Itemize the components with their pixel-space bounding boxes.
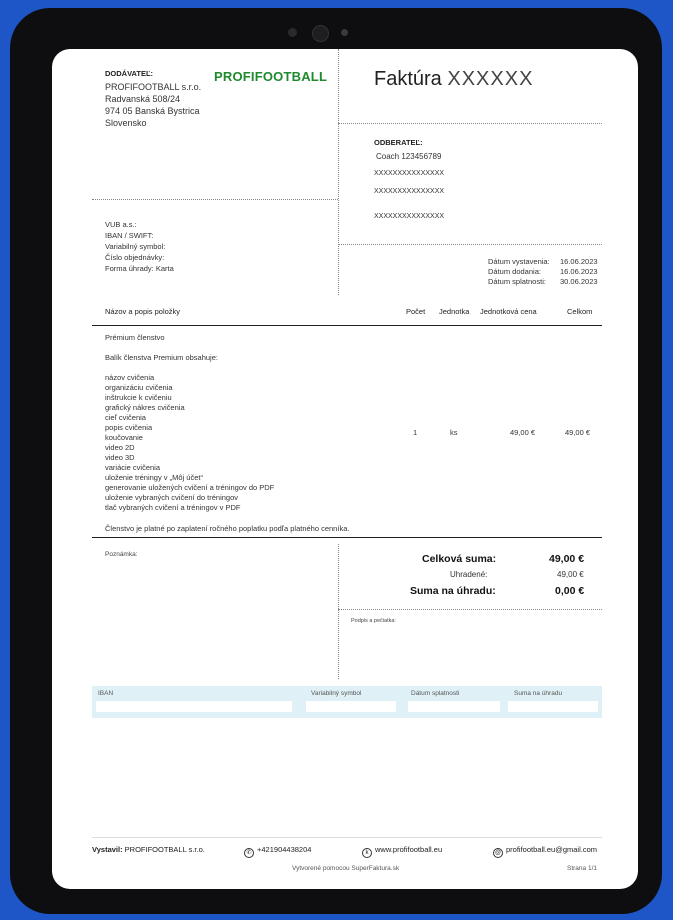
total-value: 49,00 € (549, 553, 585, 565)
list-item: inštrukcie k cvičeniu (105, 393, 172, 402)
pay-due-date-field (408, 701, 500, 712)
amount-due-label: Suma na úhradu: (410, 585, 496, 597)
bank-order: Číslo objednávky: (105, 253, 165, 262)
bank-vs: Variabilný symbol: (105, 242, 166, 251)
pay-vs-label: Variabilný symbol (311, 690, 362, 697)
customer-line2: XXXXXXXXXXXXXXX (374, 188, 445, 195)
sensor-icon (288, 28, 297, 37)
footer-email[interactable] (493, 845, 597, 858)
footer-issued-by-value: PROFIFOOTBALL s.r.o. (124, 845, 205, 854)
footer-rule (92, 837, 602, 838)
date-delivery-label: Dátum dodania: (488, 267, 541, 276)
pay-iban-label: IBAN (98, 690, 114, 697)
invoice-page (52, 49, 638, 889)
date-issued-label: Dátum vystavenia: (488, 257, 550, 266)
list-item: uloženie vybraných cvičení do tréningov (105, 493, 238, 502)
customer-divider (338, 244, 602, 245)
list-item: uloženie tréningy v „Môj účet“ (105, 473, 203, 482)
invoice-title (374, 68, 533, 91)
footer-web-text[interactable]: www.profifootball.eu (375, 845, 443, 854)
footer-page: Strana 1/1 (567, 865, 597, 872)
list-item: generovanie uložených cvičení a tréningov do PDF (105, 483, 275, 492)
col-header-qty: Počet (406, 307, 426, 316)
light-sensor-icon (341, 29, 348, 36)
list-item: variácie cvičenia (105, 463, 161, 472)
item-price: 49,00 € (510, 428, 536, 437)
list-item: tlač vybraných cvičení a tréningov v PDF (105, 503, 241, 512)
date-delivery: 16.06.2023 (560, 267, 598, 276)
col-header-total: Celkom (567, 307, 593, 316)
signature-divider (338, 609, 602, 610)
supplier-country: Slovensko (105, 118, 147, 128)
company-logo: PROFIFOOTBALL (214, 69, 328, 84)
camera-icon (312, 25, 329, 42)
footer-issued-by (92, 845, 205, 854)
signature-label: Podpis a pečiatka: (351, 618, 396, 624)
date-due-label: Dátum splatnosti: (488, 277, 546, 286)
pay-vs-field (306, 701, 396, 712)
phone-icon: ✆ (244, 848, 254, 858)
note-label: Poznámka: (105, 551, 138, 558)
date-due: 30.06.2023 (560, 277, 598, 286)
list-item: cieľ cvičenia (105, 413, 146, 422)
list-item: názov cvičenia (105, 373, 155, 382)
invoice-title-text: Faktúra (374, 68, 442, 90)
camera-bar (286, 20, 356, 46)
footer-phone-text: +421904438204 (257, 845, 312, 854)
col-header-unit: Jednotka (439, 307, 470, 316)
supplier-city: 974 05 Banská Bystrica (105, 106, 200, 116)
pay-amount-label: Suma na úhradu (514, 690, 563, 697)
bank-payment: Forma úhrady: Karta (105, 264, 174, 273)
supplier-name: PROFIFOOTBALL s.r.o. (105, 82, 202, 92)
item-total: 49,00 € (565, 428, 591, 437)
item-unit: ks (450, 428, 458, 437)
tablet-frame (10, 8, 662, 914)
list-item: video 2D (105, 443, 135, 452)
supplier-label: DODÁVATEĽ: (105, 69, 154, 78)
footer-issued-by-label: Vystavil: (92, 845, 123, 854)
list-item: grafický nákres cvičenia (105, 403, 185, 412)
item-note: Členstvo je platné po zaplatení ročného poplatku podľa platného cenníka. (105, 524, 350, 533)
amount-due-value: 0,00 € (555, 585, 585, 597)
total-label: Celková suma: (422, 553, 497, 565)
list-item: organizáciu cvičenia (105, 383, 173, 392)
payment-band (92, 686, 602, 718)
customer-label: ODBERATEĽ: (374, 138, 423, 147)
title-divider (338, 123, 602, 124)
list-item: video 3D (105, 453, 135, 462)
col-header-name: Názov a popis položky (105, 307, 181, 316)
customer-line3: XXXXXXXXXXXXXXX (374, 213, 445, 220)
customer-name: Coach 123456789 (376, 152, 442, 161)
totals-divider (338, 544, 339, 679)
paid-value: 49,00 € (557, 570, 584, 579)
bank-name: VUB a.s.: (105, 220, 137, 229)
item-title: Prémium členstvo (105, 333, 165, 342)
bank-iban: IBAN / SWIFT: (105, 231, 154, 240)
email-icon: @ (494, 850, 502, 856)
paid-label: Uhradené: (450, 570, 488, 579)
list-item: koučovanie (105, 433, 143, 442)
item-qty: 1 (413, 428, 418, 437)
pay-due-date-label: Dátum splatnosti (411, 690, 460, 697)
item-intro: Balík členstva Premium obsahuje: (105, 353, 218, 362)
supplier-divider (92, 199, 338, 200)
footer-email-text[interactable]: profifootball.eu@gmail.com (506, 845, 597, 854)
col-header-price: Jednotková cena (480, 307, 537, 316)
invoice-number: XXXXXX (447, 68, 534, 90)
footer-phone (244, 845, 311, 858)
pay-iban-field (96, 701, 292, 712)
supplier-street: Radvanská 508/24 (105, 94, 181, 104)
customer-line1: XXXXXXXXXXXXXXX (374, 170, 445, 177)
pay-amount-field (508, 701, 598, 712)
table-bottom-rule (92, 537, 602, 538)
footer-web[interactable] (362, 845, 442, 858)
footer-created: Vytvorené pomocou SuperFaktura.sk (292, 865, 400, 872)
list-item: popis cvičenia (105, 423, 153, 432)
header-divider (338, 49, 339, 295)
globe-icon: k (362, 848, 372, 858)
table-header-rule (92, 325, 602, 326)
date-issued: 16.06.2023 (560, 257, 598, 266)
item-feature-list (105, 373, 274, 513)
